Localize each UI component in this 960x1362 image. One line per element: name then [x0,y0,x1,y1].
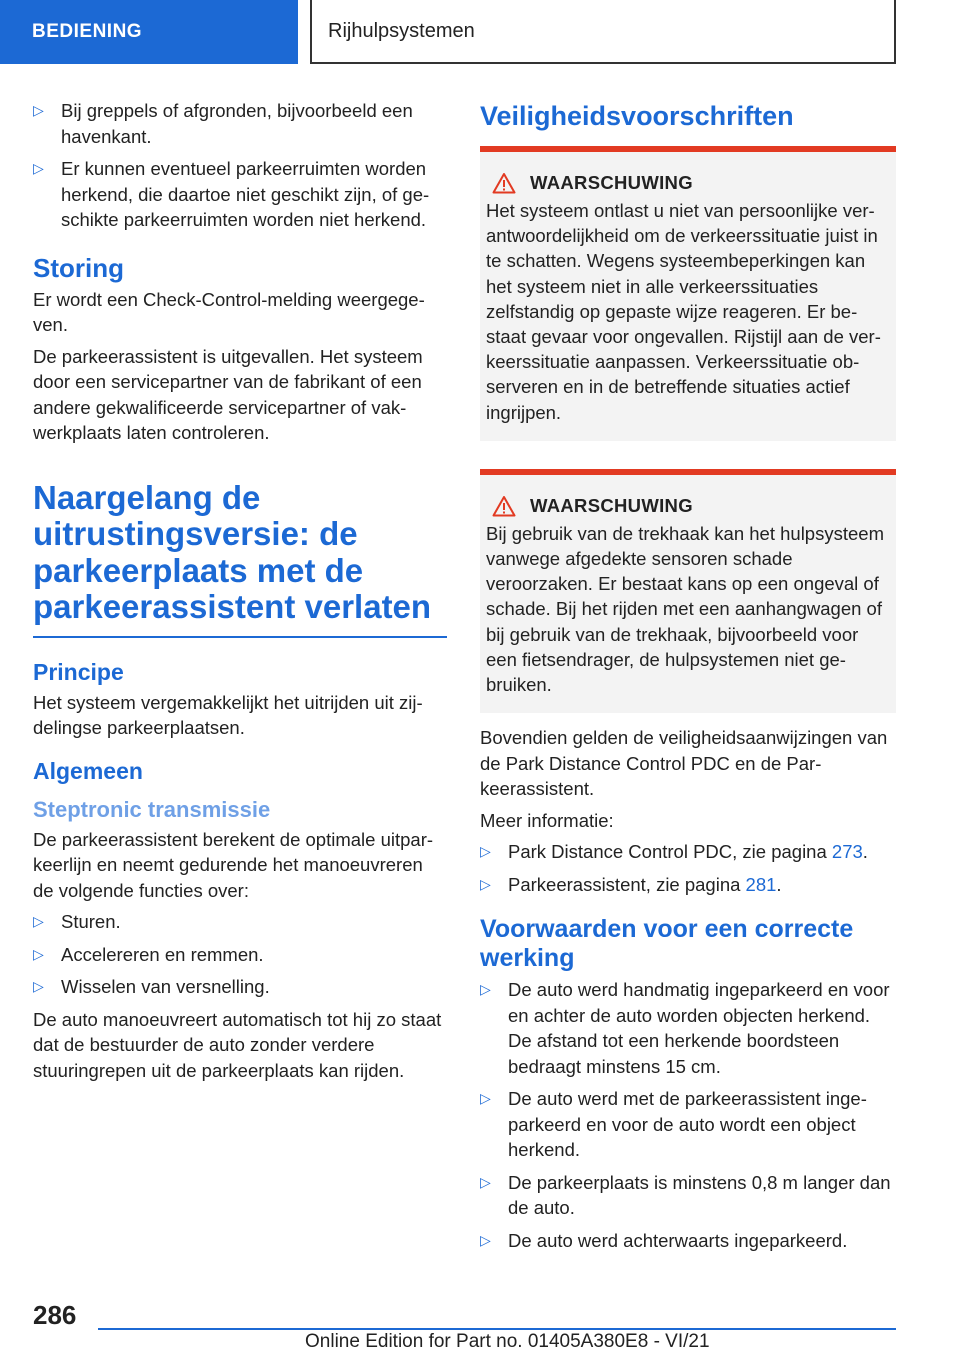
bullet-triangle-icon: ▷ [480,1090,491,1107]
list-item: ▷ Park Distance Control PDC, zie pagina 273. [480,839,896,865]
header-section-tab: BEDIENING [0,0,298,64]
storing-paragraph-2: De parkeerassistent is uitgevallen. Het systeem door een servicepartner van de fabrikant of een andere gekwalificeerde servicepartner of vakwerkplaats laten controleren. [33,345,423,443]
heading-principe: Principe [33,658,124,685]
warning-box-2 [480,469,896,713]
bullet-triangle-icon: ▷ [480,1173,491,1190]
steptronic-text: De parkeerassistent berekent de optimale uitparkeerlijn en neemt gedurende het manoeuvreren de volgende functies over: [33,828,434,901]
header-chapter: Rijhulpsystemen [310,0,896,64]
heading-algemeen: Algemeen [33,757,143,784]
principe-text: Het systeem vergemakkelijkt het uitrijden uit zijdelingse parkeerplaatsen. [33,691,423,738]
bullet-triangle-icon: ▷ [480,981,491,998]
list-item: ▷ Er kunnen eventueel parkeerruimten worden herkend, die daartoe niet geschikt zijn, of geschikte parkeerruimten worden niet herkend. [33,156,447,233]
list-item: ▷ De auto werd handmatig ingeparkeerd en voor en achter de auto worden objecten herkend. De afstand tot een herkende boordsteen bedraagt minstens 15 cm. [480,977,896,1079]
page-link-273[interactable]: 273 [831,841,863,863]
more-info-label: Meer informatie: [480,809,614,831]
also-text: Bovendien gelden de veiligheidsaanwijzingen van de Park Distance Control PDC en de Parkeerassistent. [480,727,888,800]
bullet-triangle-icon: ▷ [33,160,44,176]
footer-edition: Online Edition for Part no. 01405A380E8 - VI/21 [305,1331,710,1352]
bullet-triangle-icon: ▷ [33,913,44,929]
warning-title: WAARSCHUWING [492,172,890,194]
warning-2-text: Bij gebruik van de trekhaak kan het hulpsysteem vanwege afgedekte sensoren schade veroorzaken. Er bestaat kans op een ongeval of schade. Bij het rijden met een aanhangwagen of bij gebruik van de trekhaak, bijvoorbeeld voor een fietsendrager, de hulpsystemen niet gebruiken. [486,522,884,696]
list-item: ▷ De parkeerplaats is minstens 0,8 m langer dan de auto. [480,1170,896,1221]
footer-rule [98,1328,896,1330]
heading-storing: Storing [33,252,124,283]
main-section-title: Naargelang de uitrustingsversie: de parkeerplaats met de parkeerassistent verlaten [33,478,432,625]
warning-box-1 [480,146,896,441]
list-item: ▷ Parkeerassistent, zie pagina 281. [480,872,896,898]
warning-triangle-icon [492,172,516,194]
heading-veiligheid: Veiligheidsvoorschriften [480,101,794,131]
bullet-triangle-icon: ▷ [480,843,491,860]
list-item: ▷ Wisselen van versnelling. [33,974,447,1000]
bullet-triangle-icon: ▷ [33,102,44,118]
heading-steptronic: Steptronic transmissie [33,796,271,822]
closing-text: De auto manoeuvreert automatisch tot hij zo staat dat de bestuurder de auto zonder verdere stuuringrepen uit de parkeerplaats kan rijden. [33,1008,442,1081]
page-number: 286 [33,1300,77,1330]
title-rule [33,636,447,638]
storing-paragraph-1: Er wordt een Check-Control-melding weergegeven. [33,288,425,335]
heading-voorwaarden: Voorwaarden voor een correcte werking [480,915,854,973]
bullet-triangle-icon: ▷ [33,945,44,962]
list-item: ▷ Accelereren en remmen. [33,942,447,968]
right-column [480,98,896,1260]
list-item: ▷ Sturen. [33,909,447,935]
bullet-triangle-icon: ▷ [33,978,44,994]
warning-title: WAARSCHUWING [492,495,890,517]
list-item: ▷ Bij greppels of afgronden, bijvoorbeeld een havenkant. [33,98,447,149]
list-item: ▷ De auto werd met de parkeerassistent ingeparkeerd en voor de auto wordt een object herkend. [480,1086,896,1163]
left-column [33,98,447,1089]
list-item: ▷ De auto werd achterwaarts ingeparkeerd. [480,1228,896,1254]
warning-triangle-icon [492,495,516,517]
warning-1-text: Het systeem ontlast u niet van persoonlijke verantwoordelijkheid om de verkeerssituatie juist in te schatten. Wegens systeembeperkingen kan het systeem niet in alle verkeerssituaties zelfstandig op gepaste wijze reageren. Er bestaat gevaar voor ongevallen. Rijstijl aan de verkeerssituatie aanpassen. Verkeerssituatie observeren en in de betreffende situaties actief ingrijpen. [486,200,881,423]
bullet-triangle-icon: ▷ [480,1231,491,1248]
bullet-triangle-icon: ▷ [480,875,491,892]
page-link-281[interactable]: 281 [745,873,777,895]
